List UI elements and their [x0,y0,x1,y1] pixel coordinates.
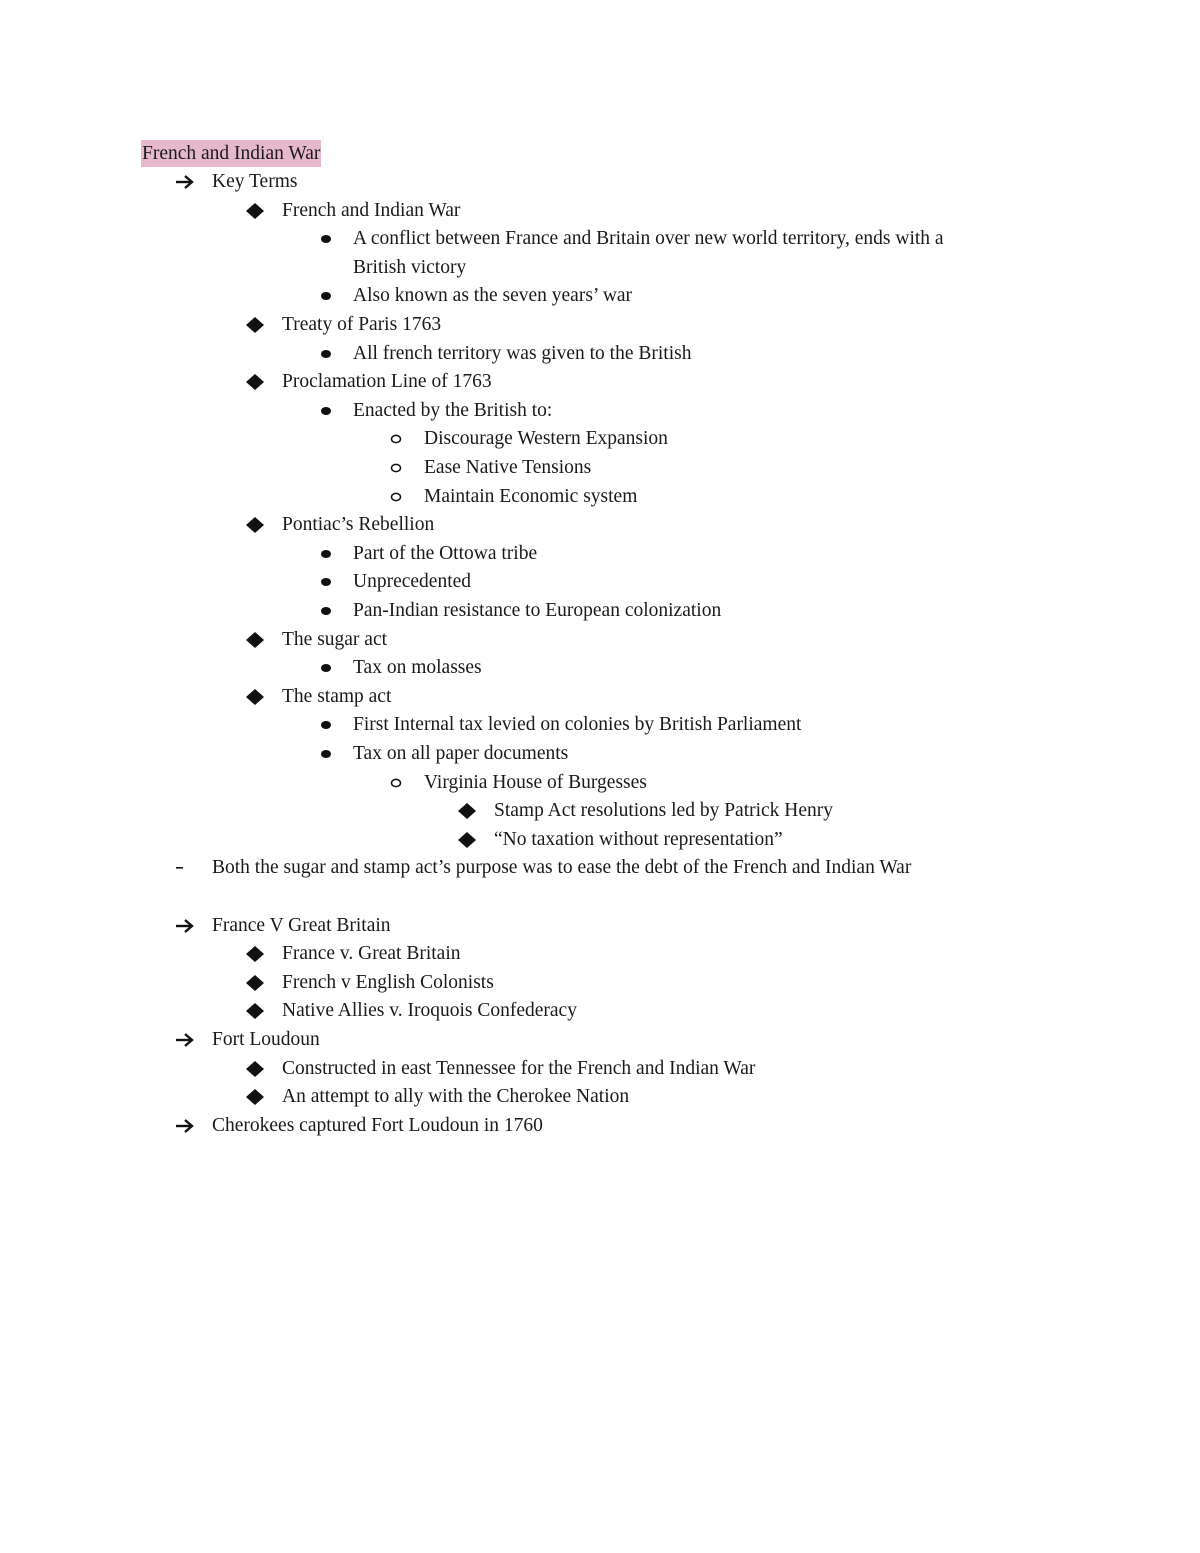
outline-item-text: Constructed in east Tennessee for the French and Indian War [282,1057,756,1079]
outline-item-text: All french territory was given to the British [353,342,692,364]
filled-bullet-icon [318,282,338,310]
filled-bullet-icon [318,597,338,625]
outline-item-text: Tax on molasses [353,657,482,679]
diamond-bullet-icon [246,969,270,997]
diamond-bullet-icon [246,197,270,225]
outline-item-text: Both the sugar and stamp act’s purpose was to ease the debt of the French and Indian War [212,857,912,879]
hollow-circle-bullet-icon [388,483,408,511]
outline-item-text: Virginia House of Burgesses [424,771,647,793]
outline-item-text: Fort Loudoun [212,1029,320,1050]
diamond-bullet-icon [246,1083,270,1111]
filled-bullet-icon [318,568,338,596]
outline-item-text: First Internal tax levied on colonies by British Parliament [353,714,802,736]
hollow-circle-bullet-icon [388,454,408,482]
outline-item-text: France V Great Britain [212,914,391,936]
outline-item-text: Maintain Economic system [424,485,638,507]
outline-item-text: The stamp act [282,685,392,707]
outline-item-text: Stamp Act resolutions led by Patrick Henry [494,800,834,822]
diamond-bullet-icon [246,1055,270,1083]
outline-item-text: Key Terms [212,171,298,192]
hollow-circle-bullet-icon [388,425,408,453]
outline-item-text: The sugar act [282,628,388,650]
outline-item-text: Discourage Western Expansion [424,428,668,450]
filled-bullet-icon [318,654,338,682]
diamond-bullet-icon [246,997,270,1025]
document-title: French and Indian War [141,140,321,167]
outline-item-text: Unprecedented [353,571,472,593]
outline-item-text: Native Allies v. Iroquois Confederacy [282,1000,577,1022]
diamond-bullet-icon [246,626,270,654]
diamond-bullet-icon [246,940,270,968]
arrow-right-icon [175,168,199,196]
outline-item-text: Tax on all paper documents [353,743,569,764]
diamond-bullet-icon [246,311,270,339]
arrow-right-icon [175,1026,199,1054]
diamond-bullet-icon [246,511,270,539]
outline-item-text: An attempt to ally with the Cherokee Nation [282,1086,630,1108]
hollow-circle-bullet-icon [388,769,408,797]
filled-bullet-icon [318,340,338,368]
dash-bullet-icon [176,854,192,882]
outline-item-text: “No taxation without representation” [494,828,783,850]
outline-item-text: French and Indian War [282,199,461,221]
diamond-bullet-icon [458,797,482,825]
outline-item-text: A conflict between France and Britain over new world territory, ends with a [353,228,944,250]
outline-item-text: France v. Great Britain [282,943,461,965]
filled-bullet-icon [318,711,338,739]
outline-item-text: Also known as the seven years’ war [353,285,633,307]
outline-item-text: Part of the Ottowa tribe [353,542,538,564]
outline-item-text: Enacted by the British to: [353,399,553,421]
outline-item-text: Treaty of Paris 1763 [282,314,442,335]
outline-item-text: Pan-Indian resistance to European colonization [353,600,722,621]
diamond-bullet-icon [246,683,270,711]
outline-item-text: British victory [353,256,467,278]
outline-item-text: Cherokees captured Fort Loudoun in 1760 [212,1114,543,1136]
outline-item-text: French v English Colonists [282,971,494,993]
outline-item-text: Pontiac’s Rebellion [282,514,435,536]
filled-bullet-icon [318,740,338,768]
filled-bullet-icon [318,397,338,425]
diamond-bullet-icon [458,826,482,854]
diamond-bullet-icon [246,368,270,396]
arrow-right-icon [175,912,199,940]
filled-bullet-icon [318,540,338,568]
arrow-right-icon [175,1112,199,1140]
outline-item-text: Proclamation Line of 1763 [282,371,492,393]
outline-item-text: Ease Native Tensions [424,457,592,478]
filled-bullet-icon [318,225,338,253]
